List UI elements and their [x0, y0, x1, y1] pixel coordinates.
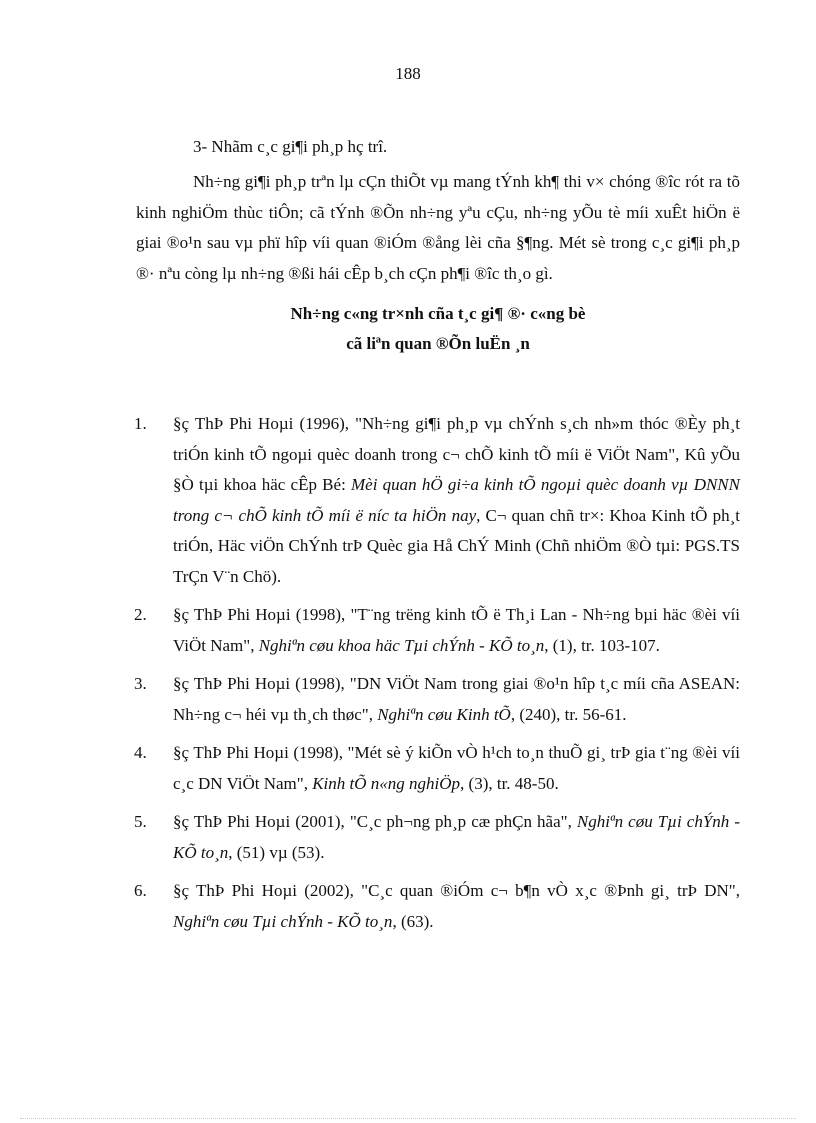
reference-item [136, 669, 740, 730]
reference-item [136, 409, 740, 592]
reference-item [136, 600, 740, 661]
reference-source: , (1), tr. 103-107. [544, 635, 660, 655]
references-heading-line-1: Nh÷ng c«ng tr×nh cña t¸c gi¶ ®· c«ng bè [290, 304, 586, 323]
reference-number: 6. [134, 881, 147, 900]
reference-title: Nghiªn cøu Tµi chÝnh - KÕ to¸n [173, 812, 740, 862]
reference-text: §ç ThÞ Phi Hoµi (1998), "DN ViÖt Nam trong giai ®o¹n hîp t¸c míi cña ASEAN: Nh÷ng c¬ héi vµ th¸ch thøc", [173, 674, 740, 724]
reference-source: , (3), tr. 48-50. [460, 773, 559, 793]
references-heading [136, 299, 740, 359]
reference-item [136, 807, 740, 868]
reference-text: §ç ThÞ Phi Hoµi (1998), "T¨ng trëng kinh tÕ ë Th¸i Lan - Nh÷ng bµi häc ®èi víi ViÖt Nam", [173, 605, 740, 655]
reference-source: , C¬ quan chñ tr×: Khoa Kinh tÕ ph¸t triÓn, Häc viÖn ChÝnh trÞ Quèc gia Hå ChÝ Minh (Chñ nhiÖm ®Ò tµi: PGS.TS TrÇn V¨n Chö). [173, 505, 740, 586]
reference-text: §ç ThÞ Phi Hoµi (1996), "Nh÷ng gi¶i ph¸p vµ chÝnh s¸ch nh»m thóc ®Èy ph¸t triÓn kinh tÕ ngoµi quèc doanh trong c¬ chÕ kinh tÕ míi ë ViÖt Nam", Kû yÕu §Ò tµi khoa häc cÊp Bé: [173, 414, 740, 494]
reference-title: Kinh tÕ n«ng nghiÖp [312, 773, 461, 793]
references-heading-line-2: cã liªn quan ®Õn luËn ¸n [346, 334, 530, 353]
reference-number: 2. [134, 605, 147, 624]
reference-text: §ç ThÞ Phi Hoµi (2002), "C¸c quan ®iÓm c¬ b¶n vÒ x¸c ®Þnh gi¸ trÞ DN", [173, 881, 740, 900]
reference-text: §ç ThÞ Phi Hoµi (2001), "C¸c ph¬ng ph¸p cæ phÇn hãa", [173, 812, 577, 831]
reference-title: Nghiªn cøu khoa häc Tµi chÝnh - KÕ to¸n [258, 635, 545, 655]
bottom-page-border [20, 1118, 796, 1119]
reference-title: Nghiªn cøu Kinh tÕ [377, 704, 511, 724]
reference-title: Nghiªn cøu Tµi chÝnh - KÕ to¸n [173, 911, 393, 931]
reference-number: 3. [134, 674, 147, 693]
reference-item [136, 738, 740, 799]
page-content [136, 136, 740, 945]
reference-source: , (240), tr. 56-61. [510, 704, 627, 724]
reference-source: , (63). [392, 911, 434, 931]
reference-number: 4. [134, 743, 147, 762]
reference-number: 1. [134, 414, 147, 433]
references-list [136, 409, 740, 937]
page-number: 188 [395, 64, 421, 83]
reference-title: Mèi quan hÖ gi÷a kinh tÕ ngoµi quèc doanh vµ DNNN trong c¬ chÕ kinh tÕ míi ë níc ta hiÖn nay [173, 475, 740, 525]
section-heading: 3- Nhãm c¸c gi¶i ph¸p hç trî. [193, 137, 388, 156]
reference-number: 5. [134, 812, 147, 831]
intro-paragraph: Nh÷ng gi¶i ph¸p trªn lµ cÇn thiÕt vµ mang tÝnh kh¶ thi v× chóng ®îc rót ra tõ kinh nghiÖm thùc tiÔn; cã tÝnh ®Õn nh÷ng yªu cÇu, nh÷ng yÕu tè míi xuÊt hiÖn ë giai ®o¹n sau vµ phï hîp víi quan ®iÓm ®ång lèi cña §¶ng. Mét sè trong c¸c gi¶i ph¸p ®· nªu còng lµ nh÷ng ®ßi hái cÊp b¸ch cÇn ph¶i ®îc th¸o gì. [136, 172, 740, 283]
reference-source: , (51) vµ (53). [228, 842, 325, 862]
reference-item [136, 876, 740, 937]
reference-text: §ç ThÞ Phi Hoµi (1998), "Mét sè ý kiÕn vÒ h¹ch to¸n thuÕ gi¸ trÞ gia t¨ng ®èi víi c¸c DN ViÖt Nam", [173, 743, 740, 793]
